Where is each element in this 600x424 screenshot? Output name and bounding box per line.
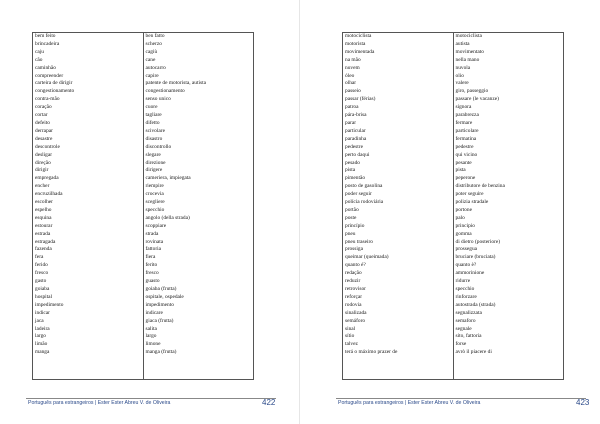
table-row <box>33 96 254 104</box>
italian-term: scherzo <box>143 41 254 49</box>
portuguese-term: semáforo <box>343 318 454 326</box>
portuguese-term: poste <box>343 215 454 223</box>
italian-term: indicare <box>143 310 254 318</box>
portuguese-term: sinalizada <box>343 310 454 318</box>
portuguese-term: desligar <box>33 152 144 160</box>
portuguese-term: impedimento <box>33 302 144 310</box>
portuguese-term: sítio <box>343 333 454 341</box>
italian-term: qui vicino <box>453 152 564 160</box>
portuguese-term: princípio <box>343 223 454 231</box>
table-row <box>33 302 254 310</box>
table-row <box>33 80 254 88</box>
portuguese-term: portão <box>343 207 454 215</box>
table-row <box>33 128 254 136</box>
italian-term: poter seguire <box>453 191 564 199</box>
table-row <box>33 278 254 286</box>
table-row <box>343 223 564 231</box>
empty-cell <box>33 357 144 380</box>
table-row <box>343 215 564 223</box>
table-row <box>33 231 254 239</box>
portuguese-term: descontrole <box>33 144 144 152</box>
portuguese-term: motociclista <box>343 33 454 41</box>
italian-term: nella mano <box>453 57 564 65</box>
italian-term: crocevia <box>143 191 254 199</box>
italian-term: segnalizzata <box>453 310 564 318</box>
table-row <box>343 231 564 239</box>
portuguese-term: contra-mão <box>33 96 144 104</box>
italian-term: fattoria <box>143 246 254 254</box>
portuguese-term: ladeira <box>33 326 144 334</box>
italian-term: semaforo <box>453 318 564 326</box>
table-row <box>343 239 564 247</box>
table-row <box>33 254 254 262</box>
portuguese-term: reduzir <box>343 278 454 286</box>
italian-term: patente de motorista, autista <box>143 80 254 88</box>
portuguese-term: esquina <box>33 215 144 223</box>
portuguese-term: pesado <box>343 160 454 168</box>
table-row <box>343 136 564 144</box>
table-row <box>33 33 254 41</box>
italian-term: scegliere <box>143 199 254 207</box>
table-row <box>33 41 254 49</box>
table-row <box>343 88 564 96</box>
table-row <box>343 270 564 278</box>
portuguese-term: posto de gasolina <box>343 183 454 191</box>
italian-term: palo <box>453 215 564 223</box>
italian-term: forse <box>453 341 564 349</box>
table-row <box>343 175 564 183</box>
portuguese-term: cão <box>33 57 144 65</box>
table-row <box>343 246 564 254</box>
table-row <box>343 49 564 57</box>
table-row <box>343 112 564 120</box>
table-row <box>343 191 564 199</box>
italian-term: angolo (della strada) <box>143 215 254 223</box>
italian-term: fermare <box>453 120 564 128</box>
table-row <box>33 262 254 270</box>
italian-term: scoppiare <box>143 223 254 231</box>
portuguese-term: ferido <box>33 262 144 270</box>
portuguese-term: estragada <box>33 239 144 247</box>
table-row <box>33 175 254 183</box>
italian-term: olio <box>453 73 564 81</box>
italian-term: sito, fattoria <box>453 333 564 341</box>
portuguese-term: fresco <box>33 270 144 278</box>
italian-term: polizia stradale <box>453 199 564 207</box>
table-row <box>33 239 254 247</box>
portuguese-term: fera <box>33 254 144 262</box>
portuguese-term: poder seguir <box>343 191 454 199</box>
portuguese-term: encher <box>33 183 144 191</box>
italian-term: fermatina <box>453 136 564 144</box>
table-row <box>33 286 254 294</box>
italian-term: rinforzare <box>453 294 564 302</box>
portuguese-term: largo <box>33 333 144 341</box>
italian-term: difetto <box>143 120 254 128</box>
italian-term: parabrezza <box>453 112 564 120</box>
footer-text: Português para estrangeiros | Ester Ester Abreu V. de Oliveira <box>338 400 481 406</box>
portuguese-term: estourar <box>33 223 144 231</box>
table-row <box>33 144 254 152</box>
italian-term: fresco <box>143 270 254 278</box>
portuguese-term: defeito <box>33 120 144 128</box>
portuguese-term: fazenda <box>33 246 144 254</box>
portuguese-term: pimentão <box>343 175 454 183</box>
table-row <box>33 65 254 73</box>
portuguese-term: compreender <box>33 73 144 81</box>
portuguese-term: na mão <box>343 57 454 65</box>
portuguese-term: nuvem <box>343 65 454 73</box>
portuguese-term: hospital <box>33 294 144 302</box>
italian-term: pista <box>453 167 564 175</box>
italian-term: largo <box>143 333 254 341</box>
table-row <box>343 167 564 175</box>
portuguese-term: brincadeira <box>33 41 144 49</box>
portuguese-term: olhar <box>343 80 454 88</box>
portuguese-term: pista <box>343 167 454 175</box>
table-row <box>33 246 254 254</box>
table-row <box>343 286 564 294</box>
italian-term: principio <box>453 223 564 231</box>
portuguese-term: pneu <box>343 231 454 239</box>
portuguese-term: prossiga <box>343 246 454 254</box>
portuguese-term: jaca <box>33 318 144 326</box>
italian-term: autista <box>453 41 564 49</box>
portuguese-term: movimentada <box>343 49 454 57</box>
italian-term: riempire <box>143 183 254 191</box>
italian-term: tagliare <box>143 112 254 120</box>
italian-term: gomma <box>453 231 564 239</box>
italian-term: distributore de benzina <box>453 183 564 191</box>
table-row <box>343 278 564 286</box>
italian-term: portone <box>453 207 564 215</box>
italian-term: strada <box>143 231 254 239</box>
portuguese-term: rodovia <box>343 302 454 310</box>
italian-term: rovinata <box>143 239 254 247</box>
table-row <box>343 326 564 334</box>
empty-cell <box>343 357 454 380</box>
portuguese-term: parar <box>343 120 454 128</box>
italian-term: ferito <box>143 262 254 270</box>
portuguese-term: congestionamento <box>33 88 144 96</box>
portuguese-term: retrovisor <box>343 286 454 294</box>
italian-term: congestionamento <box>143 88 254 96</box>
italian-term: direzione <box>143 160 254 168</box>
table-row <box>343 349 564 357</box>
table-row <box>343 57 564 65</box>
italian-term: autostrada (strada) <box>453 302 564 310</box>
portuguese-term: cortar <box>33 112 144 120</box>
table-row <box>33 326 254 334</box>
portuguese-term: redação <box>343 270 454 278</box>
table-row <box>33 57 254 65</box>
portuguese-term: goiaba <box>33 286 144 294</box>
table-row <box>33 341 254 349</box>
table-row <box>343 333 564 341</box>
empty-cell <box>143 357 254 380</box>
italian-term: movimentato <box>453 49 564 57</box>
table-row <box>343 104 564 112</box>
table-row <box>343 310 564 318</box>
italian-term: particolare <box>453 128 564 136</box>
italian-term: avrò il piacere di <box>453 349 564 357</box>
empty-cell <box>453 357 564 380</box>
footer-text: Português para estrangeiros | Ester Ester Abreu V. de Oliveira <box>28 400 171 406</box>
table-row <box>33 120 254 128</box>
table-row <box>33 112 254 120</box>
portuguese-term: pára-brisa <box>343 112 454 120</box>
table-row <box>343 80 564 88</box>
italian-term: senso unico <box>143 96 254 104</box>
table-row <box>33 223 254 231</box>
portuguese-term: patroa <box>343 104 454 112</box>
italian-term: specchio <box>453 286 564 294</box>
portuguese-term: passar (férias) <box>343 96 454 104</box>
portuguese-term: estrada <box>33 231 144 239</box>
italian-term: ridurre <box>453 278 564 286</box>
italian-term: pedestre <box>453 144 564 152</box>
table-row <box>343 96 564 104</box>
italian-term: manga (frutta) <box>143 349 254 357</box>
portuguese-term: paradinha <box>343 136 454 144</box>
table-row <box>33 349 254 357</box>
table-row <box>33 73 254 81</box>
table-row <box>33 191 254 199</box>
portuguese-term: caminhão <box>33 65 144 73</box>
portuguese-term: óleo <box>343 73 454 81</box>
table-row <box>33 207 254 215</box>
portuguese-term: desastre <box>33 136 144 144</box>
portuguese-term: polícia rodoviária <box>343 199 454 207</box>
footer-rule <box>26 398 276 399</box>
italian-term: guasto <box>143 278 254 286</box>
portuguese-term: particular <box>343 128 454 136</box>
table-row <box>33 160 254 168</box>
vocabulary-table-left <box>32 32 254 380</box>
italian-term: discontrollo <box>143 144 254 152</box>
table-row <box>343 120 564 128</box>
table-row <box>33 49 254 57</box>
portuguese-term: bem feito <box>33 33 144 41</box>
footer-rule <box>336 398 586 399</box>
table-row <box>343 41 564 49</box>
table-row <box>343 183 564 191</box>
portuguese-term: queimar (queimada) <box>343 254 454 262</box>
vocabulary-table-right <box>342 32 564 380</box>
portuguese-term: passeio <box>343 88 454 96</box>
portuguese-term: pedestre <box>343 144 454 152</box>
table-row <box>33 136 254 144</box>
italian-term: ben fatto <box>143 33 254 41</box>
italian-term: salita <box>143 326 254 334</box>
table-row <box>343 302 564 310</box>
italian-term: limone <box>143 341 254 349</box>
table-row <box>343 128 564 136</box>
right-page <box>300 0 600 424</box>
portuguese-term: quanto é? <box>343 262 454 270</box>
table-row <box>33 215 254 223</box>
italian-term: peperone <box>453 175 564 183</box>
italian-term: fiera <box>143 254 254 262</box>
table-row <box>33 104 254 112</box>
italian-term: quanto è? <box>453 262 564 270</box>
table-row <box>343 318 564 326</box>
italian-term: ospitale, ospedale <box>143 294 254 302</box>
table-row <box>343 341 564 349</box>
table-row <box>33 294 254 302</box>
table-row <box>343 199 564 207</box>
table-padding-row <box>33 357 254 380</box>
table-row <box>343 152 564 160</box>
table-row <box>33 199 254 207</box>
page-number: 422 <box>262 398 276 407</box>
table-row <box>343 160 564 168</box>
italian-term: prossegua <box>453 246 564 254</box>
italian-term: goiaba (frutta) <box>143 286 254 294</box>
italian-term: segnale <box>453 326 564 334</box>
table-row <box>33 333 254 341</box>
italian-term: di dietro (posteriore) <box>453 239 564 247</box>
table-row <box>343 294 564 302</box>
portuguese-term: dirigir <box>33 167 144 175</box>
italian-term: giro, passeggio <box>453 88 564 96</box>
portuguese-term: limão <box>33 341 144 349</box>
table-padding-row <box>343 357 564 380</box>
italian-term: cameriera, impiegata <box>143 175 254 183</box>
italian-term: giaca (frutta) <box>143 318 254 326</box>
table-row <box>343 207 564 215</box>
portuguese-term: direção <box>33 160 144 168</box>
table-row <box>33 270 254 278</box>
portuguese-term: caju <box>33 49 144 57</box>
italian-term: bruciare (bruciata) <box>453 254 564 262</box>
italian-term: scivolare <box>143 128 254 136</box>
italian-term: autocarro <box>143 65 254 73</box>
table-row <box>343 65 564 73</box>
portuguese-term: terá o máximo prazer de <box>343 349 454 357</box>
italian-term: dirigere <box>143 167 254 175</box>
portuguese-term: pneu traseiro <box>343 239 454 247</box>
italian-term: signora <box>453 104 564 112</box>
portuguese-term: espelho <box>33 207 144 215</box>
portuguese-term: carteira de dirigir <box>33 80 144 88</box>
italian-term: valere <box>453 80 564 88</box>
table-row <box>343 254 564 262</box>
portuguese-term: coração <box>33 104 144 112</box>
portuguese-term: manga <box>33 349 144 357</box>
portuguese-term: escolher <box>33 199 144 207</box>
italian-term: capire <box>143 73 254 81</box>
italian-term: impedimento <box>143 302 254 310</box>
italian-term: cane <box>143 57 254 65</box>
portuguese-term: encruzilhada <box>33 191 144 199</box>
portuguese-term: sinal <box>343 326 454 334</box>
portuguese-term: indicar <box>33 310 144 318</box>
italian-term: ammorinione <box>453 270 564 278</box>
table-row <box>343 144 564 152</box>
table-row <box>33 167 254 175</box>
table-row <box>33 183 254 191</box>
italian-term: specchio <box>143 207 254 215</box>
table-row <box>33 152 254 160</box>
portuguese-term: motorista <box>343 41 454 49</box>
table-row <box>343 33 564 41</box>
portuguese-term: empregada <box>33 175 144 183</box>
portuguese-term: reforçar <box>343 294 454 302</box>
italian-term: slegare <box>143 152 254 160</box>
italian-term: passare (le vacanze) <box>453 96 564 104</box>
portuguese-term: gasto <box>33 278 144 286</box>
italian-term: pesante <box>453 160 564 168</box>
italian-term: cagiù <box>143 49 254 57</box>
table-row <box>33 318 254 326</box>
portuguese-term: derrapar <box>33 128 144 136</box>
portuguese-term: talvez <box>343 341 454 349</box>
italian-term: disastro <box>143 136 254 144</box>
page-number: 423 <box>576 398 590 407</box>
table-row <box>343 262 564 270</box>
table-row <box>343 73 564 81</box>
table-row <box>33 88 254 96</box>
italian-term: nuvola <box>453 65 564 73</box>
italian-term: cuore <box>143 104 254 112</box>
italian-term: motociclista <box>453 33 564 41</box>
portuguese-term: perto daqui <box>343 152 454 160</box>
table-row <box>33 310 254 318</box>
